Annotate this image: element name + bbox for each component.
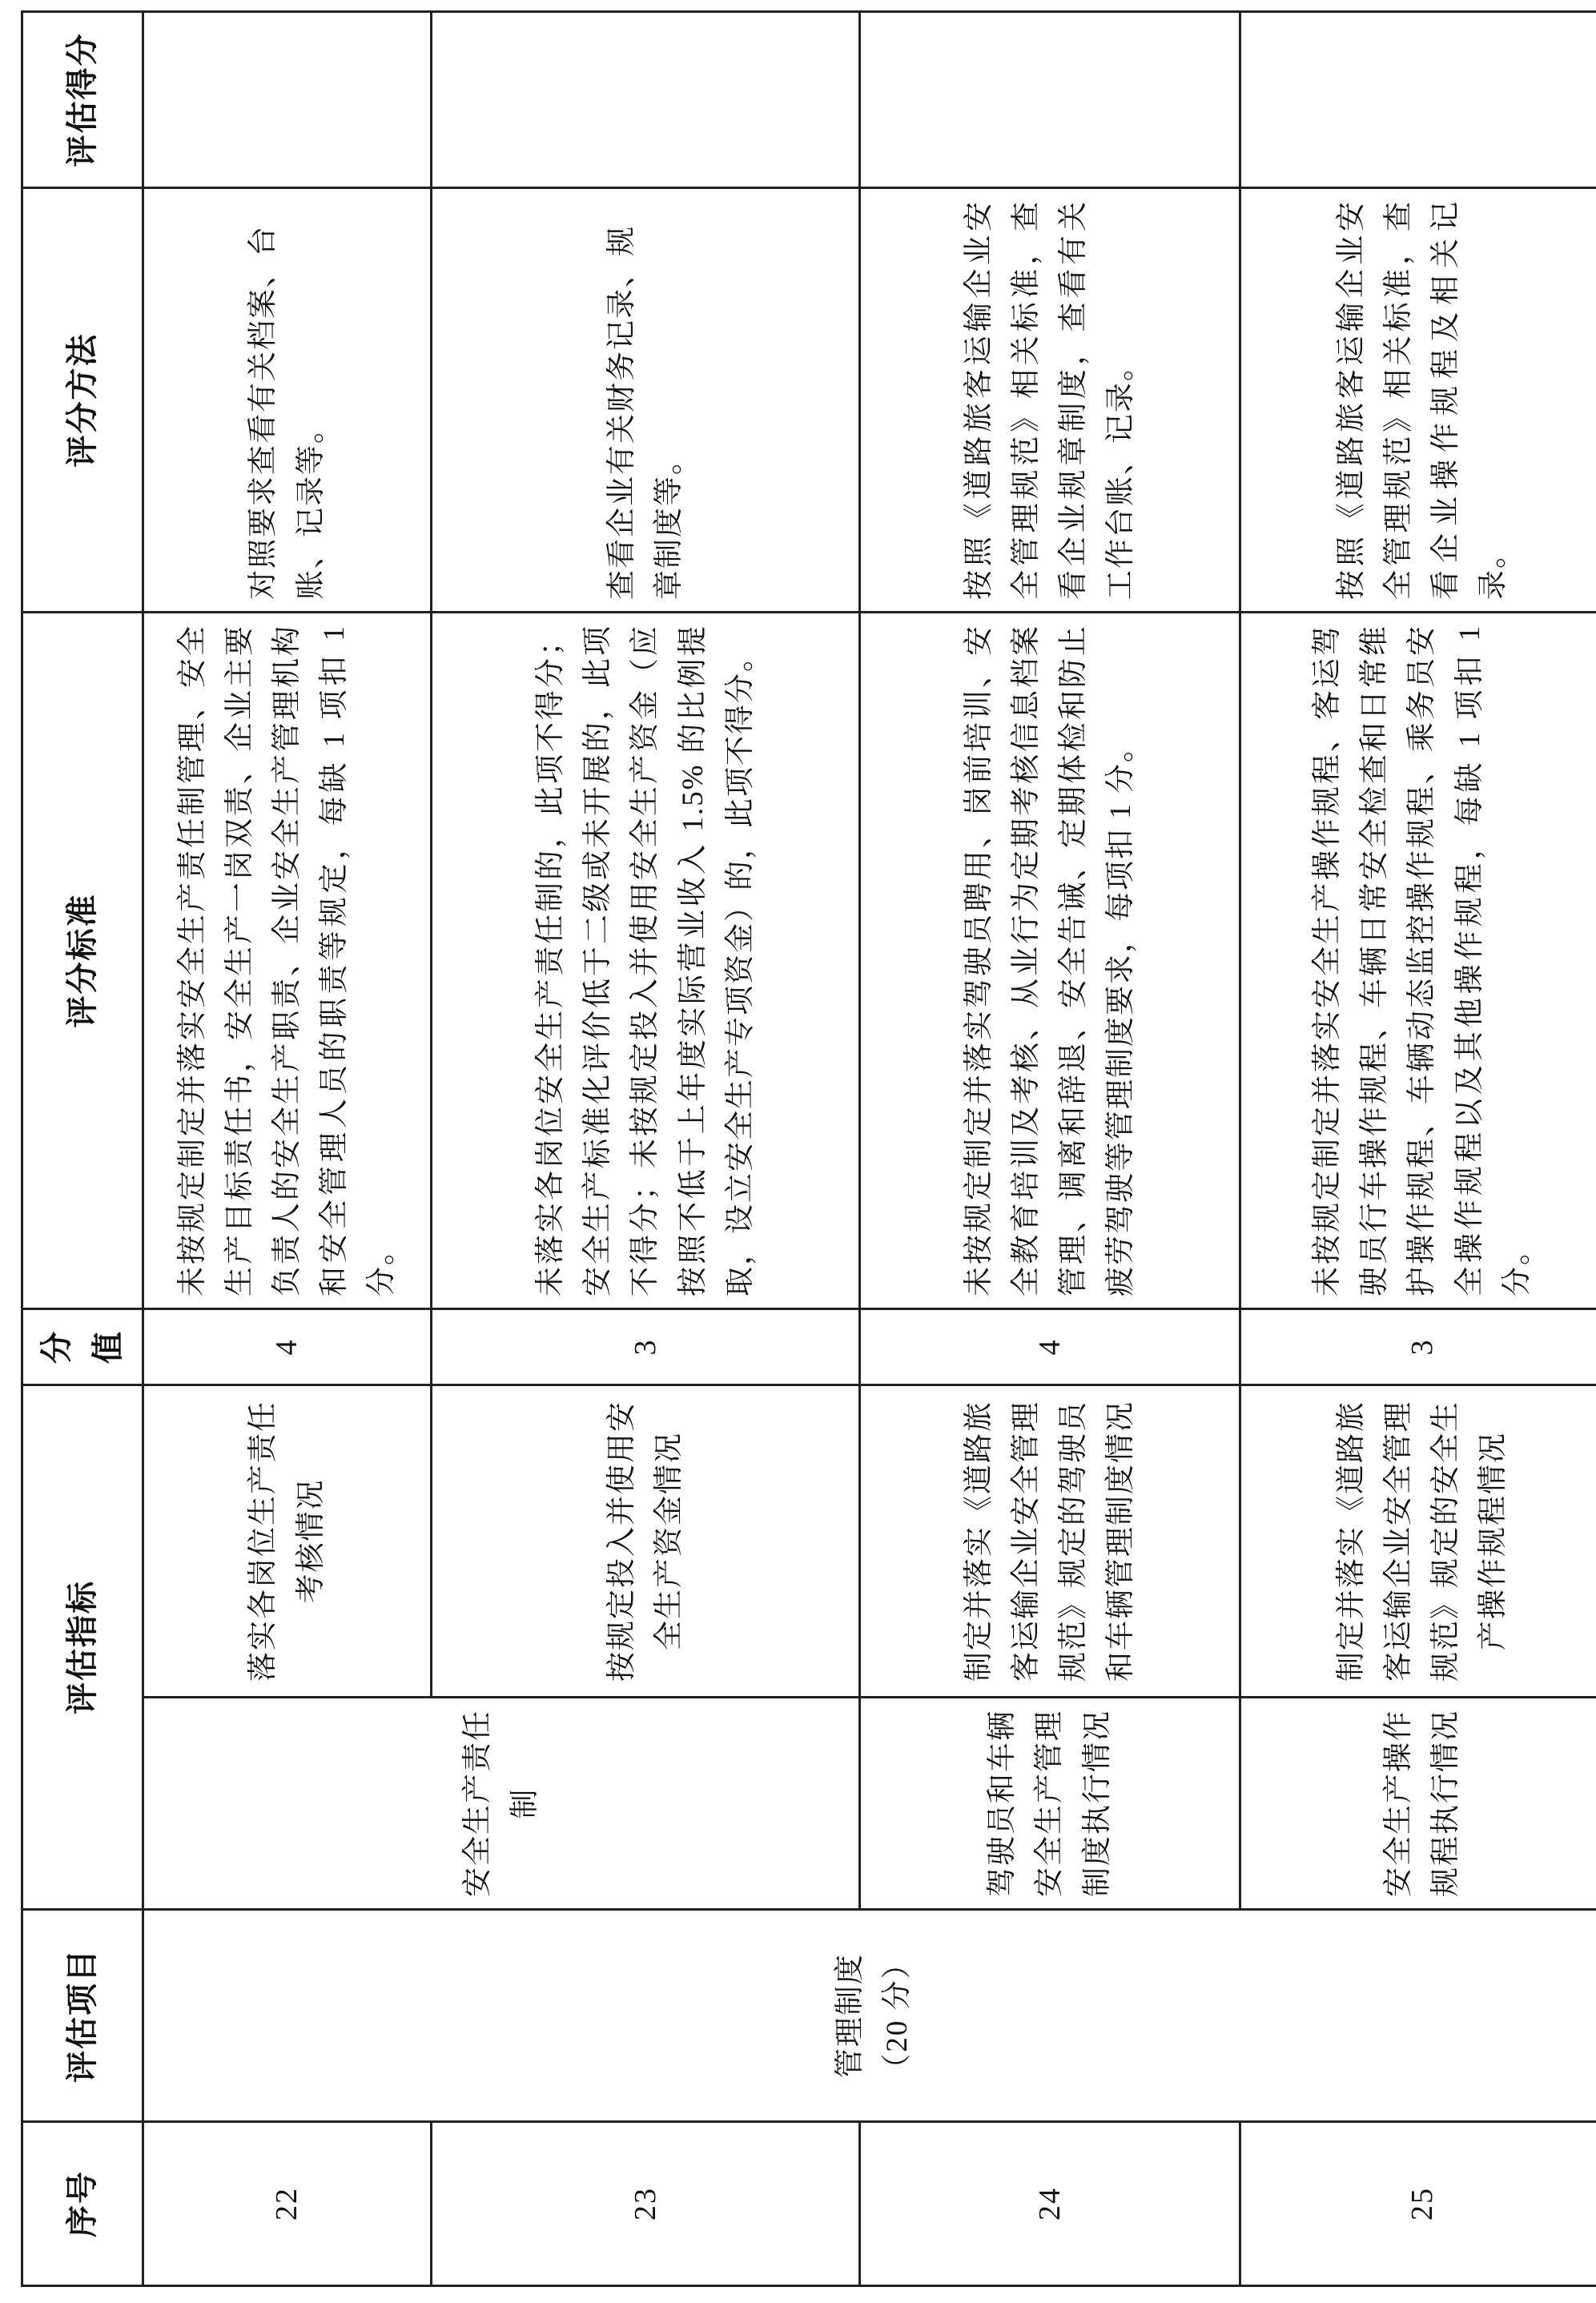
indicator-group-responsibility: 安全生产责任制 — [143, 1698, 860, 1910]
row-method: 按照《道路旅客运输企业安全管理规范》相关标准，查看企业操作规程及相关记录。 — [1240, 188, 1596, 613]
indicator-group: 安全生产操作规程执行情况 — [1240, 1698, 1596, 1910]
header-project: 评估项目 — [22, 1910, 143, 2122]
evaluation-table — [21, 10, 1596, 2287]
indicator-detail: 按规定投入并使用安全生产资金情况 — [432, 1385, 860, 1698]
project-points: （20 分） — [881, 1947, 914, 2084]
header-standard: 评分标准 — [22, 613, 143, 1309]
indicator-group: 驾驶员和车辆安全生产管理制度执行情况 — [860, 1698, 1240, 1910]
rotated-table-stage — [21, 13, 1582, 2287]
project-name: 管理制度 — [833, 1953, 866, 2078]
row-seq: 23 — [432, 2122, 860, 2286]
row-value: 3 — [1240, 1309, 1596, 1385]
header-score: 评估得分 — [22, 12, 143, 188]
row-value: 4 — [860, 1309, 1240, 1385]
row-standard: 未落实各岗位安全生产责任制的，此项不得分；安全生产标准化评价低于二级或未开展的，此项不得分；未按规定投入并使用安全生产资金（应按照不低于上年度实际营业收入 1.5% 的比例提取，设立安全生产专项资金）的，此项不得分。 — [432, 613, 860, 1309]
header-indicator: 评估指标 — [22, 1385, 143, 1910]
row-method: 查看企业有关财务记录、规章制度等。 — [432, 188, 860, 613]
indicator-detail: 制定并落实《道路旅客运输企业安全管理规范》规定的驾驶员和车辆管理制度情况 — [860, 1385, 1240, 1698]
indicator-detail: 落实各岗位生产责任考核情况 — [143, 1385, 432, 1698]
header-method: 评分方法 — [22, 188, 143, 613]
row-seq: 22 — [143, 2122, 432, 2286]
row-score — [143, 12, 432, 188]
row-score — [1240, 12, 1596, 188]
row-standard: 未按规定制定并落实安全生产操作规程、客运驾驶员行车操作规程、车辆日常安全检查和日常维护操作规程、车辆动态监控操作规程、乘务员安全操作规程以及其他操作规程，每缺 1 项扣 1 分。 — [1240, 613, 1596, 1309]
row-score — [432, 12, 860, 188]
row-method: 对照要求查看有关档案、台账、记录等。 — [143, 188, 432, 613]
row-seq: 24 — [860, 2122, 1240, 2286]
row-method: 按照《道路旅客运输企业安全管理规范》相关标准，查看企业规章制度，查看有关工作台账、记录。 — [860, 188, 1240, 613]
project-cell — [143, 1910, 1596, 2122]
row-seq: 25 — [1240, 2122, 1596, 2286]
header-row — [22, 12, 143, 2286]
table-row-22 — [143, 12, 432, 2286]
row-standard: 未按规定制定并落实安全生产责任制管理、安全生产目标责任书，安全生产一岗双责、企业主要负责人的安全生产职责、企业安全生产管理机构和安全管理人员的职责等规定，每缺 1 项扣 1 分。 — [143, 613, 432, 1309]
header-value: 分值 — [22, 1309, 143, 1385]
row-standard: 未按规定制定并落实驾驶员聘用、岗前培训、安全教育培训及考核、从业行为定期考核信息档案管理、调离和辞退、安全告诫、定期体检和防止疲劳驾驶等管理制度要求，每项扣 1 分。 — [860, 613, 1240, 1309]
row-score — [860, 12, 1240, 188]
indicator-detail: 制定并落实《道路旅客运输企业安全管理规范》规定的安全生产操作规程情况 — [1240, 1385, 1596, 1698]
row-value: 4 — [143, 1309, 432, 1385]
header-seq: 序号 — [22, 2122, 143, 2286]
row-value: 3 — [432, 1309, 860, 1385]
